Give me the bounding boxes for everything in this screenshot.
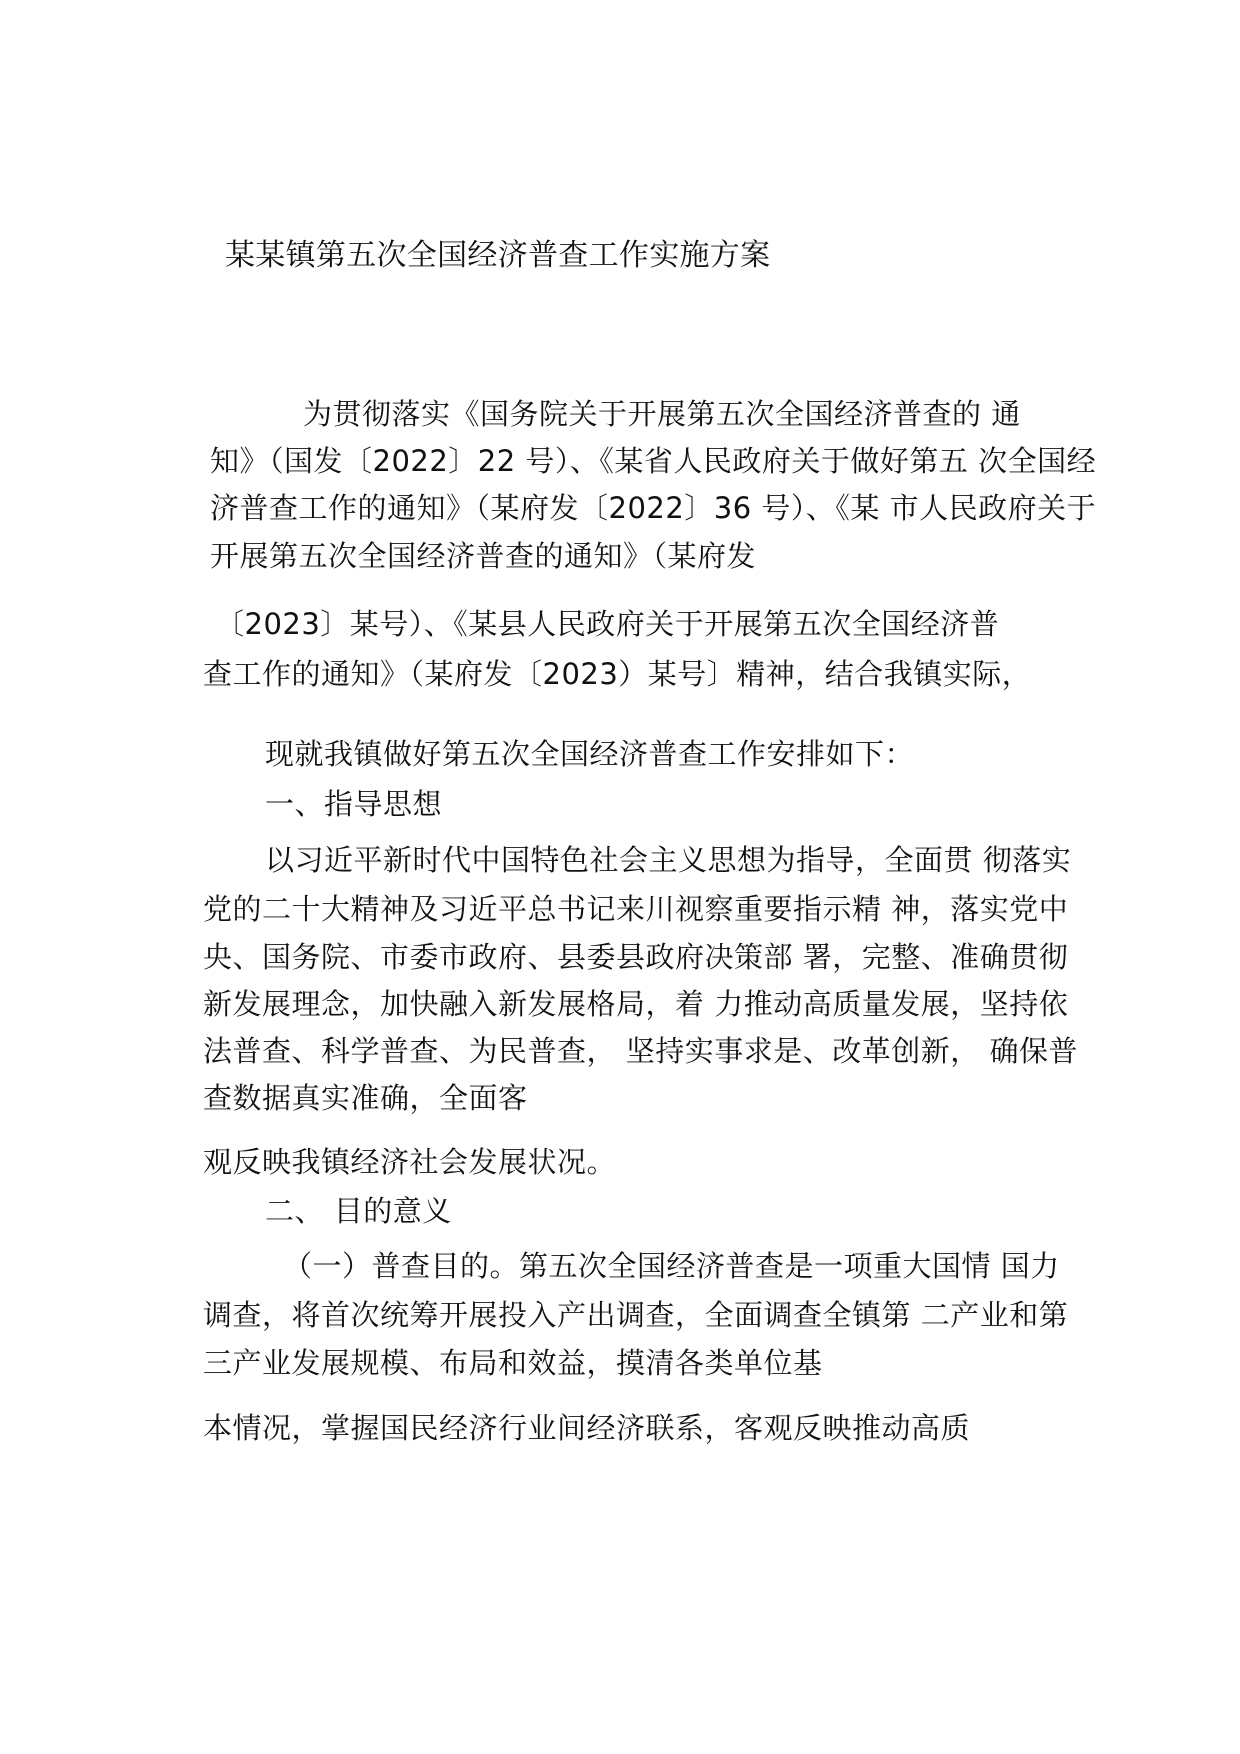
section1-line-1: 以习近平新时代中国特色社会主义思想为指导，全面贯 彻落实 (265, 843, 1072, 877)
document-title: 某某镇第五次全国经济普查工作实施方案 (225, 238, 771, 273)
section1-heading: 一、指导思想 (265, 787, 443, 821)
section1-line-2: 党的二十大精神及习近平总书记来川视察重要指示精 神，落实党中 (203, 892, 1069, 926)
intro-line-4: 开展第五次全国经济普查的通知》（某府发 (210, 539, 757, 573)
section1-line-6: 查数据真实准确，全面客 (203, 1081, 528, 1115)
intro-line-6: 查工作的通知》（某府发〔2023）某号〕精神，结合我镇实际， (203, 657, 1032, 691)
section2-line-4: 本情况，掌握国民经济行业间经济联系，客观反映推动高质 (203, 1411, 971, 1445)
intro-line-5: 〔2023〕某号）、《某县人民政府关于开展第五次全国经济普 (215, 607, 1000, 641)
section1-line-7: 观反映我镇经济社会发展状况。 (203, 1145, 617, 1179)
intro-line-1: 为贯彻落实《国务院关于开展第五次全国经济普查的 通 (303, 397, 1021, 431)
section1-line-3: 央、国务院、市委市政府、县委县政府决策部 署，完整、准确贯彻 (203, 940, 1069, 974)
intro-line-7: 现就我镇做好第五次全国经济普查工作安排如下： (265, 737, 915, 771)
section2-line-3: 三产业发展规模、布局和效益，摸清各类单位基 (203, 1346, 823, 1380)
section1-line-4: 新发展理念，加快融入新发展格局，着 力推动高质量发展，坚持依 (203, 987, 1069, 1021)
section2-line-1: （一）普查目的。第五次全国经济普查是一项重大国情 国力 (283, 1249, 1060, 1283)
section2-line-2: 调查，将首次统筹开展投入产出调查，全面调查全镇第 二产业和第 (203, 1298, 1069, 1332)
intro-line-3: 济普查工作的通知》（某府发〔2022〕36 号）、《某 市人民政府关于 (210, 491, 1097, 525)
intro-line-2: 知》（国发〔2022〕22 号）、《某省人民政府关于做好第五 次全国经 (210, 444, 1097, 478)
section2-heading: 二、 目的意义 (265, 1194, 452, 1228)
section1-line-5: 法普查、科学普查、为民普查， 坚持实事求是、改革创新， 确保普 (203, 1034, 1078, 1068)
